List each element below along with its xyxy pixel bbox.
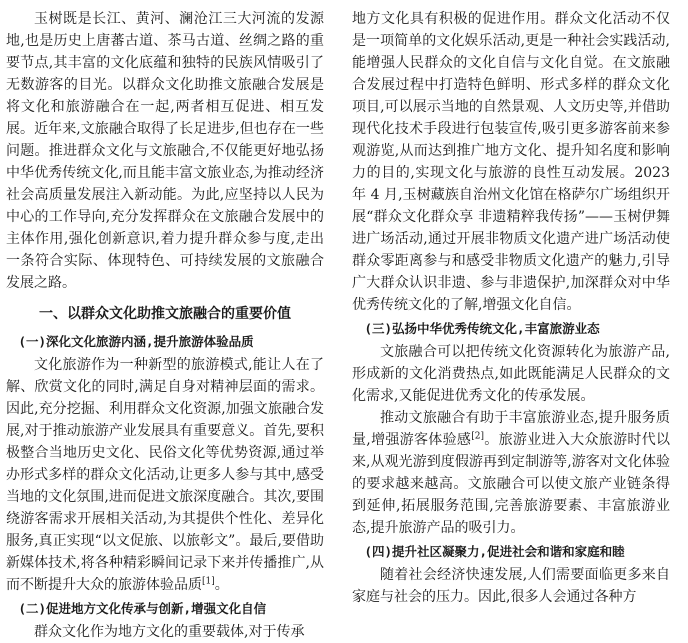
intro-paragraph: 玉树既是长江、黄河、澜沧江三大河流的发源地,也是历史上唐蕃古道、茶马古道、丝绸之路的重要节点,其丰富的文化底蕴和独特的民族风情吸引了无数游客的目光。以群众文化助推文旅融合发展是将文化和旅游融合在一起,两者相互促进、相互发展。近年来,文旅融合取得了长足进步,但也存在一些问题。推进群众文化与文旅融合,不仅能更好地弘扬中华优秀传统文化,而且能丰富文旅业态,为推动经济社会高质量发展注入新动能。为此,应坚持以人民为中心的工作导向,充分发挥群众在文旅融合发展中的主体作用,强化创新意识,着力提升群众参与度,走出一条符合实际、体现特色、可持续发展的文旅融合发展之路。	[6, 11, 324, 291]
section-heading: 一、以群众文化助推文旅融合的重要价值	[39, 306, 291, 322]
subheading-1: (一)深化文化旅游内涵,提升旅游体验品质	[18, 334, 254, 349]
subsection-2-body: 群众文化作为地方文化的重要载体,对于传承	[34, 624, 305, 640]
subsection-3-para-2	[352, 407, 670, 539]
subheading-3: (三)弘扬中华优秀传统文化,丰富旅游业态	[364, 321, 600, 336]
left-column	[6, 8, 324, 643]
subheading-4: (四)提升社区凝聚力,促进社会和谐和家庭和睦	[364, 544, 625, 559]
subsection-4-body: 随着社会经济快速发展,人们需要面临更多来自家庭与社会的压力。因此,很多人会通过各种方	[352, 567, 670, 605]
subsection-3-para-1: 文旅融合可以把传统文化资源转化为旅游产品,形成新的文化消费热点,如此既能满足人民群众的文化需求,又能促进优秀文化的传承发展。	[352, 344, 670, 404]
subsection-3-text-a: 推动文旅融合有助于丰富旅游业态,提升服务质量,增强游客体验感	[352, 410, 670, 448]
subsection-1-end: 。	[214, 577, 229, 593]
subsection-3-text-b: 。旅游业进入大众旅游时代以来,从观光游到度假游再到定制游等,游客对文化体验的要求越来越高。文旅融合可以使文旅产业链条得到延伸,拓展服务范围,完善旅游要素、丰富旅游业态,提升旅游产品的吸引力。	[352, 432, 670, 536]
citation-2[interactable]: [2]	[471, 431, 484, 442]
subsection-1-text: 文化旅游作为一种新型的旅游模式,能让人在了解、欣赏文化的同时,满足自身对精神层面的需求。因此,充分挖掘、利用群众文化资源,加强文旅融合发展,对于推动旅游产业发展具有重要意义。首先,要积极整合当地历史文化、民俗文化等优势资源,通过举办形式多样的群众文化活动,让更多人参与其中,感受当地的文化氛围,进而促进文旅深度融合。其次,要围绕游客需求开展相关活动,为其提供个性化、差异化服务,真正实现“以文促旅、以旅彰文”。最后,要借助新媒体技术,将各种精彩瞬间记录下来并传播推广,从而不断提升大众的旅游体验品质	[6, 357, 324, 593]
citation-1[interactable]: [1]	[202, 576, 215, 587]
right-column	[352, 8, 670, 608]
subheading-2: (二)促进地方文化传承与创新,增强文化自信	[18, 601, 267, 616]
subsection-1-body	[6, 354, 324, 596]
continued-paragraph: 地方文化具有积极的促进作用。群众文化活动不仅是一项简单的文化娱乐活动,更是一种社会实践活动,能增强人民群众的文化自信与文化自觉。在文旅融合发展过程中打造特色鲜明、形式多样的群众文化项目,可以展示当地的自然景观、人文历史等,并借助现代化技术手段进行包装宣传,吸引更多游客前来参观游览,从而达到推广地方文化、提升知名度和影响力的目的,实现文化与旅游的良性互动发展。2023 年 4 月,玉树藏族自治州文化馆在格萨尔广场组织开展“群众文化群众享 非遗精粹我传扬”——玉树伊舞进广场活动,通过开展非物质文化遗产进广场活动使群众零距离参与和感受非物质文化遗产的魅力,引导广大群众认识非遗、参与非遗保护,加深群众对中华优秀传统文化的了解,增强文化自信。	[352, 11, 670, 313]
